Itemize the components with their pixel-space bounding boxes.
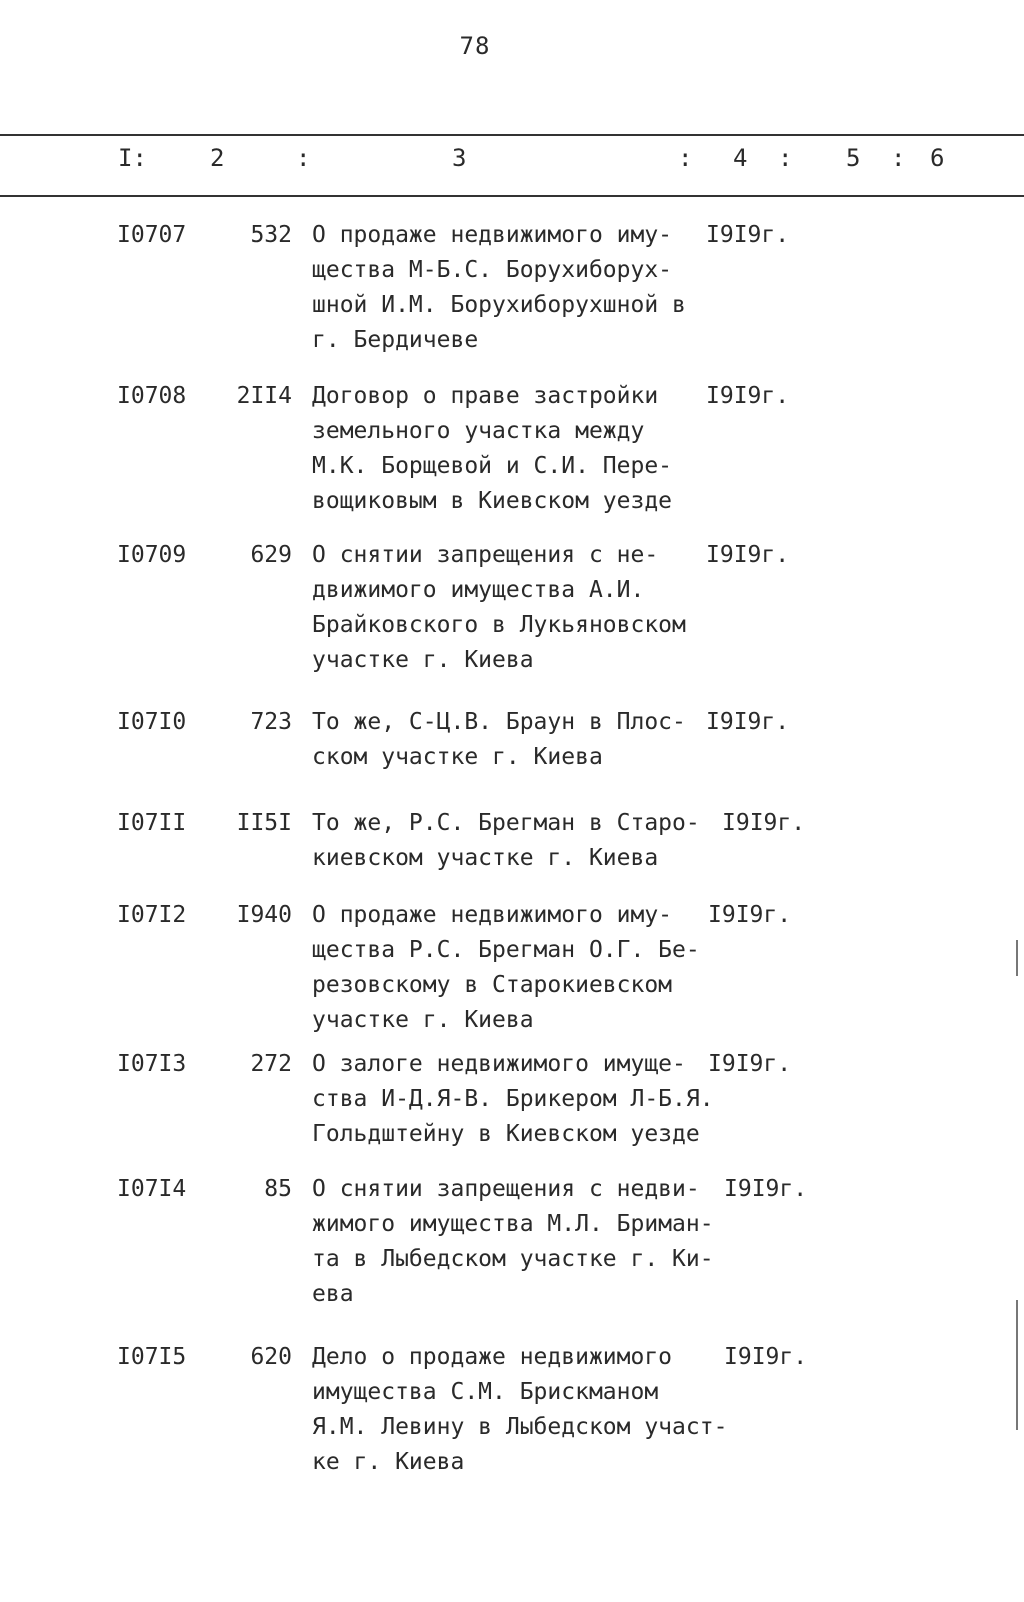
description-line: щества Р.С. Брегман О.Г. Бе- — [312, 937, 700, 963]
description-line: резовскому в Старокиевском — [312, 972, 673, 998]
header-separator-4: : — [891, 144, 906, 172]
entry-pages: 532 — [250, 222, 292, 248]
entry-number: I07I0 — [117, 709, 187, 735]
description-line: Я.М. Левину в Лыбедском участ- — [312, 1414, 728, 1440]
description-line: ке г. Киева — [312, 1449, 465, 1475]
header-col-4: 4 — [733, 144, 748, 172]
description-line: киевском участке г. Киева — [312, 845, 659, 871]
description-line: М.К. Борщевой и С.И. Пере- — [312, 453, 673, 479]
entry-pages: 629 — [250, 542, 292, 568]
entry-number: I0708 — [117, 383, 187, 409]
header-col-3: 3 — [452, 144, 467, 172]
description-line: Дело о продаже недвижимого — [312, 1344, 673, 1370]
header-col-2: 2 — [210, 144, 225, 172]
entry-year: I9I9г. — [708, 902, 792, 928]
entry-year: I9I9г. — [706, 383, 790, 409]
entry-pages: 85 — [264, 1176, 292, 1202]
description-line: То же, С-Ц.В. Браун в Плос- — [312, 709, 686, 735]
header-separator-1: : — [296, 144, 311, 172]
description-line: шной И.М. Борухиборухшной в — [312, 292, 686, 318]
description-line: земельного участка между — [312, 418, 645, 444]
description-line: То же, Р.С. Брегман в Старо- — [312, 810, 700, 836]
header-col-6: 6 — [930, 144, 945, 172]
header-separator-3: : — [778, 144, 793, 172]
scan-margin-mark — [1016, 1300, 1018, 1430]
entry-pages: 2II4 — [236, 383, 292, 409]
entry-number: I07II — [117, 810, 187, 836]
entry-number: I07I3 — [117, 1051, 187, 1077]
entry-description — [312, 898, 712, 1038]
description-line: ева — [312, 1281, 354, 1307]
entry-description — [312, 1172, 712, 1312]
entry-pages: 272 — [250, 1051, 292, 1077]
description-line: движимого имущества А.И. — [312, 577, 645, 603]
description-line: щества М-Б.С. Борухиборух- — [312, 257, 673, 283]
entry-pages: I940 — [236, 902, 292, 928]
description-line: участке г. Киева — [312, 1007, 534, 1033]
entry-year: I9I9г. — [706, 222, 790, 248]
description-line: имущества С.М. Брискманом — [312, 1379, 659, 1405]
entry-pages: II5I — [236, 810, 292, 836]
entry-year: I9I9г. — [706, 542, 790, 568]
entry-description — [312, 1340, 728, 1480]
header-col-5: 5 — [846, 144, 861, 172]
entry-pages: 723 — [250, 709, 292, 735]
entry-number: I07I5 — [117, 1344, 187, 1370]
header-top-rule — [0, 134, 1024, 136]
description-line: Договор о праве застройки — [312, 383, 659, 409]
entry-year: I9I9г. — [708, 1051, 792, 1077]
entry-year: I9I9г. — [706, 709, 790, 735]
entry-number: I0707 — [117, 222, 187, 248]
description-line: та в Лыбедском участке г. Ки- — [312, 1246, 714, 1272]
description-line: г. Бердичеве — [312, 327, 479, 353]
entry-number: I07I4 — [117, 1176, 187, 1202]
entry-number: I0709 — [117, 542, 187, 568]
description-line: ства И-Д.Я-В. Брикером Л-Б.Я. — [312, 1086, 714, 1112]
description-line: Брайковского в Лукьяновском — [312, 612, 686, 638]
entry-pages: 620 — [250, 1344, 292, 1370]
description-line: О снятии запрещения с не- — [312, 542, 659, 568]
page-number: 78 — [459, 32, 491, 60]
description-line: участке г. Киева — [312, 647, 534, 673]
entry-description — [312, 218, 712, 358]
header-bottom-rule — [0, 195, 1024, 197]
header-col-1: I: — [118, 144, 147, 172]
entry-description — [312, 379, 712, 519]
entry-description — [312, 538, 712, 678]
description-line: О снятии запрещения с недви- — [312, 1176, 700, 1202]
description-line: ском участке г. Киева — [312, 744, 603, 770]
entry-year: I9I9г. — [724, 1176, 808, 1202]
description-line: вощиковым в Киевском уезде — [312, 488, 673, 514]
entry-description — [312, 1047, 712, 1152]
header-separator-2: : — [678, 144, 693, 172]
entry-year: I9I9г. — [724, 1344, 808, 1370]
entry-number: I07I2 — [117, 902, 187, 928]
entry-description — [312, 806, 712, 876]
scan-margin-mark — [1016, 940, 1018, 976]
description-line: О залоге недвижимого имуще- — [312, 1051, 686, 1077]
entry-year: I9I9г. — [722, 810, 806, 836]
entry-description — [312, 705, 712, 775]
description-line: Гольдштейну в Киевском уезде — [312, 1121, 700, 1147]
description-line: жимого имущества М.Л. Бриман- — [312, 1211, 714, 1237]
description-line: О продаже недвижимого иму- — [312, 902, 673, 928]
description-line: О продаже недвижимого иму- — [312, 222, 673, 248]
